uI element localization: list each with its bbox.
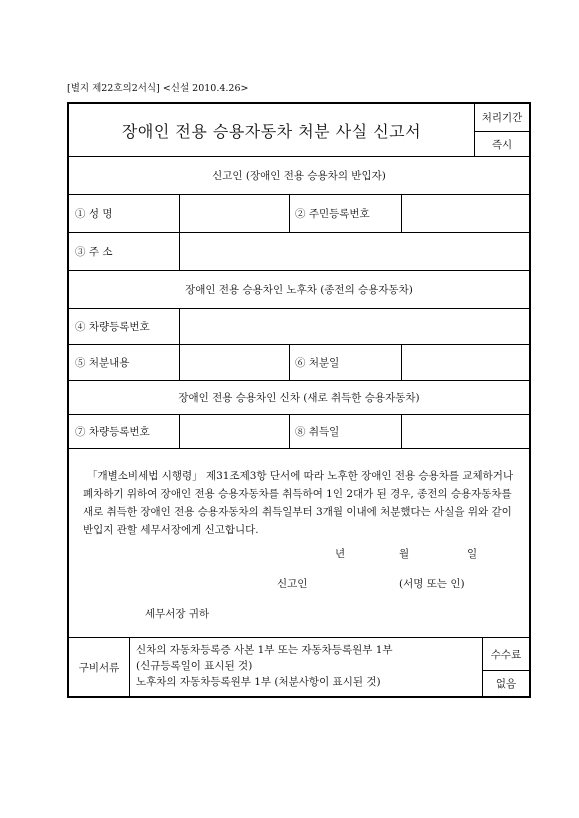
divider	[69, 448, 529, 449]
divider	[69, 637, 529, 638]
processing-period-label: 처리기간	[481, 112, 523, 124]
old-car-section-heading: 장애인 전용 승용차인 노후차 (종전의 승용자동차)	[185, 284, 413, 296]
declaration-form	[67, 102, 531, 698]
divider	[179, 194, 180, 232]
name-field[interactable]	[183, 195, 287, 232]
declaration-statement: 「개별소비세법 시행령」 제31조제3항 단서에 따라 노후한 장애인 전용 승용차를 교체하거나 폐차하기 위하여 장애인 전용 승용자동차를 취득하여 1인 2대가 된 경우, 종전의 승용자동차를 새로 취득한 장애인 전용 승용자동차의 취득일부터 3개월 이내에 처분했다는 사실을 위와 같이 반입지 관할 세무서장에게 신고합니다.	[83, 470, 514, 536]
address-field[interactable]	[183, 233, 527, 270]
divider	[179, 308, 180, 344]
divider	[289, 194, 290, 232]
divider	[401, 194, 402, 232]
acquisition-date-field[interactable]	[405, 415, 527, 448]
old-registration-label: ④ 차량등록번호	[75, 321, 150, 333]
disposal-detail-label: ⑤ 처분내용	[75, 357, 130, 369]
declarant-section-heading: 신고인 (장애인 전용 승용차의 반입자)	[212, 170, 386, 182]
new-registration-label: ⑦ 차량등록번호	[75, 426, 150, 438]
divider	[179, 344, 180, 380]
divider	[129, 637, 130, 696]
form-reference: [별지 제22호의2서식] <신설 2010.4.26>	[67, 83, 249, 94]
processing-period-value: 즉시	[491, 138, 513, 151]
disposal-date-field[interactable]	[405, 345, 527, 380]
signature-hint: (서명 또는 인)	[399, 578, 465, 590]
acquisition-date-label: ⑧ 취득일	[295, 426, 340, 438]
divider	[179, 414, 180, 448]
new-car-section-heading: 장애인 전용 승용차인 신차 (새로 취득한 승용자동차)	[178, 392, 420, 404]
divider	[289, 344, 290, 380]
divider	[401, 414, 402, 448]
form-title: 장애인 전용 승용자동차 처분 사실 신고서	[121, 121, 422, 141]
divider	[289, 414, 290, 448]
document-item: 신차의 자동차등록증 사본 1부 또는 자동차등록원부 1부	[136, 644, 393, 656]
document-item-note: (신규등록일이 표시된 것)	[136, 660, 253, 672]
documents-label: 구비서류	[78, 661, 120, 674]
address-label: ③ 주 소	[75, 246, 113, 258]
addressee: 세무서장 귀하	[145, 608, 210, 620]
document-item: 노후차의 자동차등록원부 1부 (처분사항이 표시된 것)	[136, 676, 381, 688]
date-year-label: 년	[335, 548, 346, 560]
disposal-date-label: ⑥ 처분일	[295, 357, 340, 369]
documents-list	[136, 642, 480, 690]
divider	[179, 232, 180, 270]
fee-value: 없음	[495, 678, 517, 690]
disposal-detail-field[interactable]	[183, 345, 287, 380]
old-registration-field[interactable]	[183, 309, 527, 344]
name-label: ① 성 명	[75, 208, 113, 220]
resident-number-label: ② 주민등록번호	[295, 208, 370, 220]
fee-label: 수수료	[490, 648, 522, 661]
date-month-label: 월	[399, 548, 410, 560]
signer-label: 신고인	[277, 578, 308, 590]
date-day-label: 일	[467, 548, 478, 560]
resident-number-field[interactable]	[405, 195, 527, 232]
new-registration-field[interactable]	[183, 415, 287, 448]
divider	[401, 344, 402, 380]
